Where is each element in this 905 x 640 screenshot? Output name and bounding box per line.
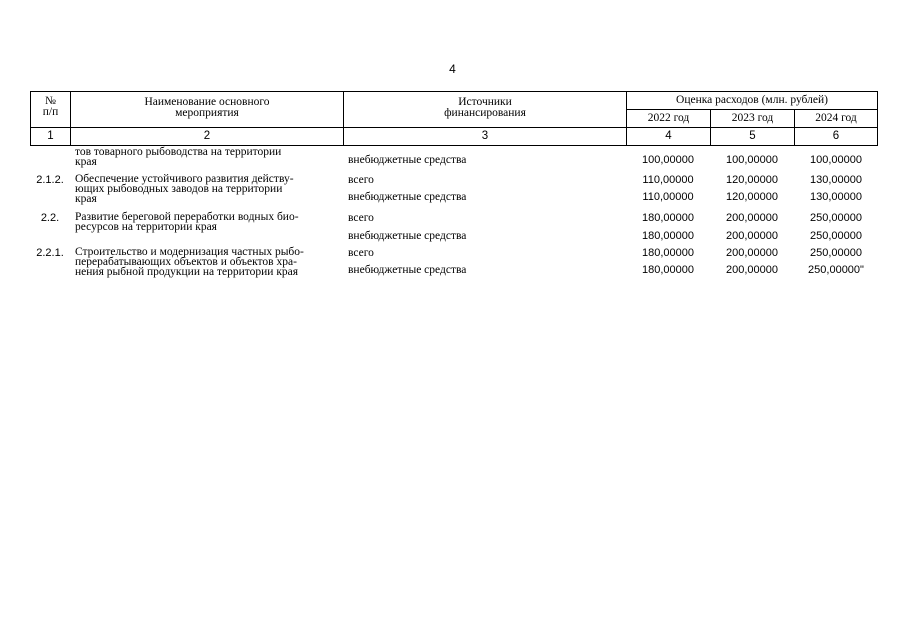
- header-year-2023: 2023 год: [711, 110, 795, 128]
- row-name: тов товарного рыбоводства на территории края: [75, 146, 282, 168]
- value-2024: 130,00000: [810, 174, 862, 186]
- row-source: внебюджетные средства: [348, 154, 467, 166]
- header-year-2024: 2024 год: [795, 110, 878, 128]
- value-2024: 250,00000": [808, 264, 864, 276]
- header-year-2022: 2022 год: [627, 110, 711, 128]
- value-2024: 250,00000: [810, 230, 862, 242]
- column-number: 4: [627, 128, 711, 146]
- value-2024: 100,00000: [810, 154, 862, 166]
- value-2024: 130,00000: [810, 191, 862, 203]
- page-number: 4: [449, 62, 456, 76]
- header-col-estimate: Оценка расходов (млн. рублей): [627, 92, 878, 110]
- value-2023: 200,00000: [726, 212, 778, 224]
- value-2022: 180,00000: [642, 230, 694, 242]
- header-col-name: Наименование основного мероприятия: [71, 92, 344, 128]
- row-source: всего: [348, 174, 374, 186]
- row-number: 2.2.1.: [36, 247, 64, 259]
- row-source: внебюджетные средства: [348, 230, 467, 242]
- header-col-source: Источники финансирования: [344, 92, 627, 128]
- value-2023: 120,00000: [726, 174, 778, 186]
- value-2023: 200,00000: [726, 247, 778, 259]
- value-2024: 250,00000: [810, 212, 862, 224]
- value-2022: 100,00000: [642, 154, 694, 166]
- value-2023: 100,00000: [726, 154, 778, 166]
- row-source: всего: [348, 247, 374, 259]
- row-name: Развитие береговой переработки водных био- ресурсов на территории края: [75, 211, 299, 233]
- value-2023: 200,00000: [726, 264, 778, 276]
- table-header: [30, 91, 878, 146]
- value-2023: 200,00000: [726, 230, 778, 242]
- column-number: 2: [71, 128, 344, 146]
- row-number: 2.2.: [40, 212, 60, 224]
- column-number: 3: [344, 128, 627, 146]
- row-name: Строительство и модернизация частных рыбо- перерабатывающих объектов и объектов хра- нения рыбной продукции на территории края: [75, 246, 304, 278]
- value-2022: 180,00000: [642, 264, 694, 276]
- value-2022: 180,00000: [642, 212, 694, 224]
- row-source: всего: [348, 212, 374, 224]
- value-2024: 250,00000: [810, 247, 862, 259]
- value-2023: 120,00000: [726, 191, 778, 203]
- value-2022: 180,00000: [642, 247, 694, 259]
- column-number: 6: [795, 128, 878, 146]
- column-number: 5: [711, 128, 795, 146]
- row-number: 2.1.2.: [36, 174, 64, 186]
- value-2022: 110,00000: [642, 191, 694, 203]
- row-source: внебюджетные средства: [348, 191, 467, 203]
- value-2022: 110,00000: [642, 174, 694, 186]
- row-source: внебюджетные средства: [348, 264, 467, 276]
- row-name: Обеспечение устойчивого развития действу- ющих рыбоводных заводов на территории края: [75, 173, 294, 205]
- header-col-num: № п/п: [31, 92, 71, 128]
- column-number: 1: [31, 128, 71, 146]
